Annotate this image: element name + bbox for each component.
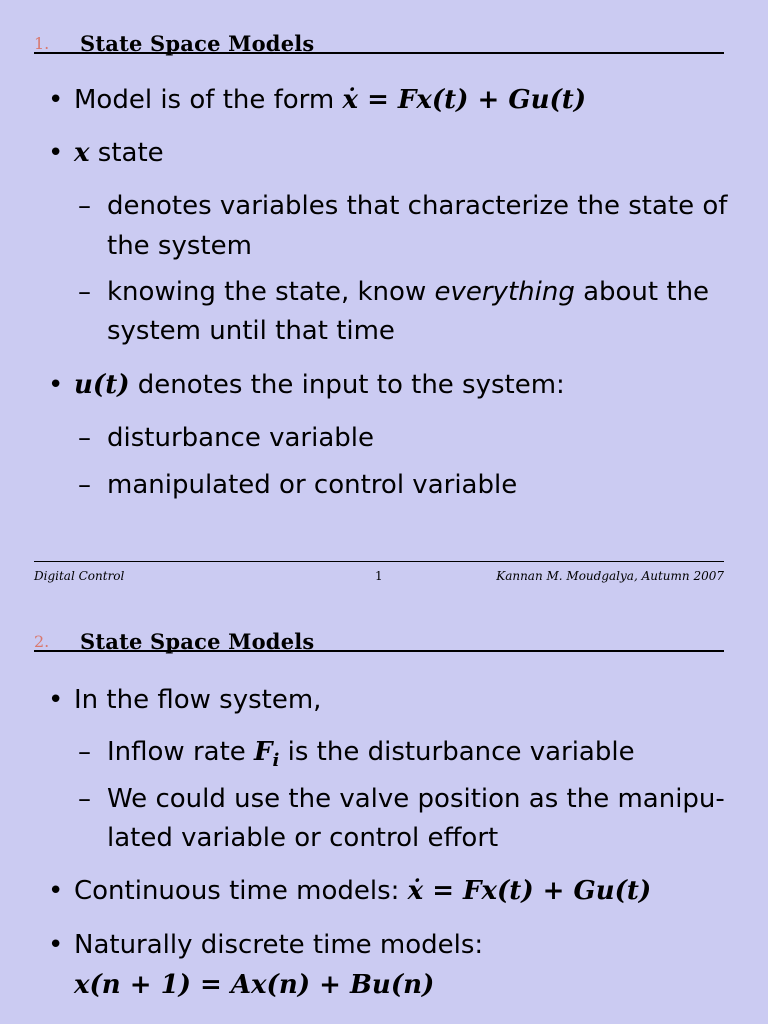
bullet-marker: • bbox=[48, 370, 64, 400]
slide-1-sub-disturbance: disturbance variable bbox=[107, 423, 374, 453]
sub-text: about the bbox=[574, 277, 710, 307]
slide-2-sub-valve-cont: lated variable or control effort bbox=[107, 823, 499, 853]
footer-author: Kannan M. Moudgalya, Autumn 2007 bbox=[496, 569, 724, 583]
slide-2-bullet-continuous bbox=[74, 872, 651, 910]
slide-2-title: State Space Models bbox=[80, 629, 315, 654]
slide-1-sub-denotes-cont: the system bbox=[107, 231, 252, 261]
inflow-variable: F bbox=[254, 737, 273, 767]
slide-footer bbox=[34, 561, 724, 588]
inflow-subscript: i bbox=[272, 750, 280, 772]
bullet-text: Model is of the form bbox=[74, 85, 343, 115]
slide-1-sub-denotes: denotes variables that characterize the state of bbox=[107, 191, 728, 221]
discrete-equation: x(n + 1) = Ax(n) + Bu(n) bbox=[74, 970, 435, 1000]
emphasis-text: everything bbox=[434, 277, 575, 307]
bullet-marker: • bbox=[48, 138, 64, 168]
slide-1-number: 1. bbox=[34, 34, 50, 53]
continuous-equation: ẋ = Fx(t) + Gu(t) bbox=[407, 876, 652, 906]
slide-2-title-bar bbox=[34, 628, 724, 652]
bullet-text: state bbox=[89, 138, 164, 168]
slide-2-sub-valve: We could use the valve position as the manipu- bbox=[107, 784, 725, 814]
bullet-text: Continuous time models: bbox=[74, 876, 408, 906]
bullet-text: denotes the input to the system: bbox=[129, 370, 565, 400]
slide-1-title-bar bbox=[34, 30, 724, 54]
slide-2-bullet-discrete: Naturally discrete time models: bbox=[74, 930, 484, 960]
dash-marker: – bbox=[78, 737, 91, 767]
dash-marker: – bbox=[78, 277, 91, 307]
slide-1-bullet-model-form bbox=[74, 81, 586, 119]
bullet-marker: • bbox=[48, 876, 64, 906]
footer-page-number: 1 bbox=[375, 569, 383, 583]
dash-marker: – bbox=[78, 191, 91, 221]
slide-1-bullet-input bbox=[74, 366, 565, 404]
footer-course: Digital Control bbox=[34, 569, 125, 583]
slide-2-sub-inflow bbox=[107, 733, 635, 780]
slide-2 bbox=[0, 598, 768, 1024]
sub-text: knowing the state, know bbox=[107, 277, 435, 307]
slide-2-bullet-flow-system: In the flow system, bbox=[74, 685, 322, 715]
slide-2-number: 2. bbox=[34, 632, 50, 651]
slide-1-bullet-state bbox=[74, 134, 164, 172]
dash-marker: – bbox=[78, 470, 91, 500]
sub-text: Inflow rate bbox=[107, 737, 255, 767]
slide-1-sub-manipulated: manipulated or control variable bbox=[107, 470, 518, 500]
slide-1-sub-knowing bbox=[107, 273, 709, 311]
input-variable: u(t) bbox=[74, 370, 130, 400]
bullet-marker: • bbox=[48, 930, 64, 960]
bullet-marker: • bbox=[48, 685, 64, 715]
sub-text: is the disturbance variable bbox=[279, 737, 635, 767]
state-equation: ẋ = Fx(t) + Gu(t) bbox=[342, 85, 587, 115]
state-variable: x bbox=[74, 138, 90, 168]
slide-1-sub-knowing-cont: system until that time bbox=[107, 316, 395, 346]
slide-1-title: State Space Models bbox=[80, 31, 315, 56]
dash-marker: – bbox=[78, 423, 91, 453]
dash-marker: – bbox=[78, 784, 91, 814]
bullet-marker: • bbox=[48, 85, 64, 115]
